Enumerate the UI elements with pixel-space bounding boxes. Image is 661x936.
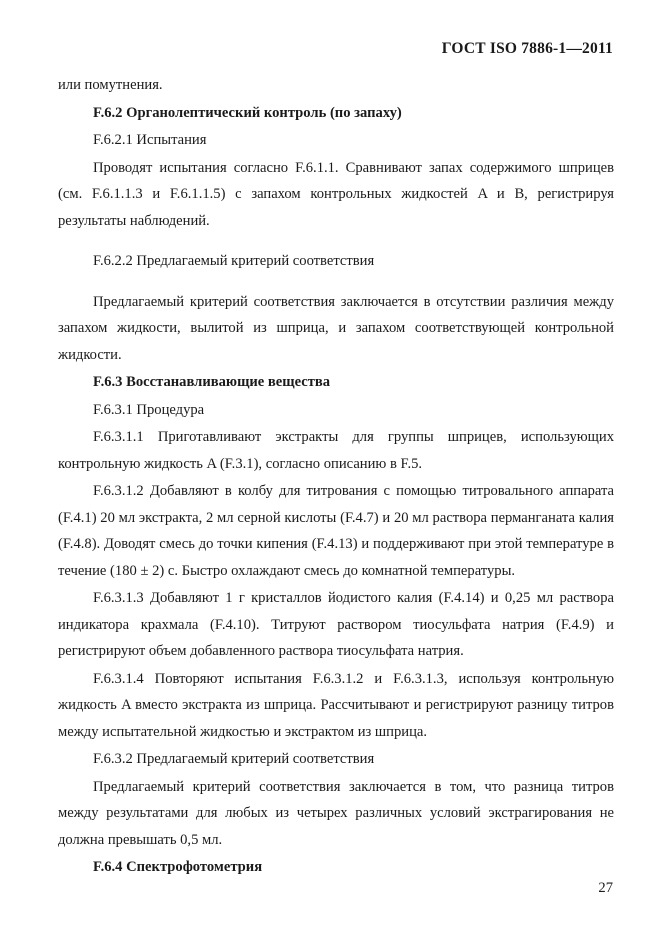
paragraph-f6311: F.6.3.1.1 Приготавливают экстракты для группы шприцев, использующих контрольную жидкость A (F.3.1), согласно описанию в F.5. bbox=[58, 429, 614, 472]
paragraph-f6314: F.6.3.1.4 Повторяют испытания F.6.3.1.2 и F.6.3.1.3, используя контрольную жидкость A вместо экстракта из шприца. Рассчитывают и регистрируют разницу титров между испытательной жидкостью и экстрактом из шприца. bbox=[58, 670, 614, 740]
paragraph-f6312: F.6.3.1.2 Добавляют в колбу для титрования с помощью титровального аппарата (F.4.1) 20 мл экстракта, 2 мл серной кислоты (F.4.7) и 20 мл раствора перманганата калия (F.4.8). Доводят смесь до точки кипения (F.4.13) и поддерживают при этой температуре в течение (180 ± 2) с. Быстро охлаждают смесь до комнатной температуры. bbox=[58, 483, 614, 579]
subsection-title-f631: F.6.3.1 Процедура bbox=[93, 401, 205, 418]
subsection-title-f632: F.6.3.2 Предлагаемый критерий соответствия bbox=[93, 751, 375, 767]
document-header: ГОСТ ISO 7886-1—2011 bbox=[441, 40, 613, 57]
section-heading-f62: F.6.2 Органолептический контроль (по запаху) bbox=[93, 104, 402, 121]
document-body bbox=[58, 72, 614, 881]
section-heading-f63: F.6.3 Восстанавливающие вещества bbox=[93, 374, 331, 390]
paragraph-f632-body: Предлагаемый критерий соответствия заключается в том, что разница титров между результатами для любых из четырех различных условий экстрагирования не должна превышать 0,5 мл. bbox=[58, 778, 614, 848]
paragraph-f621-body: Проводят испытания согласно F.6.1.1. Сравнивают запах содержимого шприцев (см. F.6.1.1.3 и F.6.1.1.5) с запахом контрольных жидкостей A и B, регистрируя результаты наблюдений. bbox=[58, 159, 614, 229]
subsection-title-f622: F.6.2.2 Предлагаемый критерий соответствия bbox=[93, 253, 375, 269]
page-number: 27 bbox=[598, 880, 613, 896]
subsection-title-f621: F.6.2.1 Испытания bbox=[93, 132, 207, 148]
paragraph-f622-body: Предлагаемый критерий соответствия заключается в отсутствии различия между запахом жидкости, вылитой из шприца, и запахом соответствующей контрольной жидкости. bbox=[58, 293, 614, 363]
section-heading-f64: F.6.4 Спектрофотометрия bbox=[93, 859, 263, 875]
paragraph-f6313: F.6.3.1.3 Добавляют 1 г кристаллов йодистого калия (F.4.14) и 0,25 мл раствора индикатора крахмала (F.4.10). Титруют раствором тиосульфата натрия (F.4.9) и регистрируют объем добавленного раствора тиосульфата натрия. bbox=[58, 590, 614, 659]
paragraph-continuation: или помутнения. bbox=[58, 77, 163, 93]
